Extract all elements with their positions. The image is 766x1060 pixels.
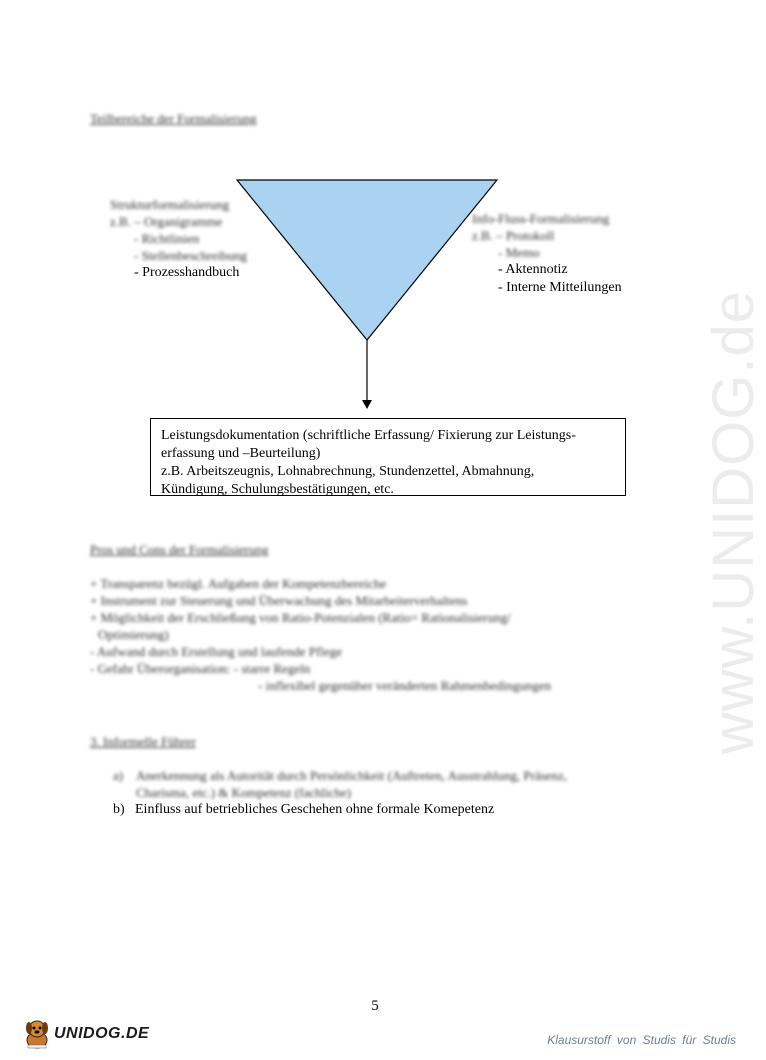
box-line: Leistungsdokumentation (schriftliche Erfassung/ Fixierung zur Leistungs- [161,428,576,443]
pros-cons-line: - Gefahr Überorganisation: - starre Regeln [90,661,311,676]
pros-cons-line: - inflexibel gegenüber veränderten Rahmenbedingungen [258,678,552,693]
leistungsdokumentation-box [150,418,626,496]
item-a-line: Anerkennung als Autorität durch Persönlichkeit (Auftreten, Ausstrahlung, Präsenz, [136,768,568,783]
pros-cons-line: + Transparenz bezügl. Aufgaben der Kompetenzbereiche [90,576,387,591]
box-line: Kündigung, Schulungsbestätigungen, etc. [161,482,394,497]
dog-mascot-icon [22,1018,52,1050]
item-b-marker: b) [113,802,125,817]
footer-tagline: Klausurstoff von Studis für Studis [547,1033,736,1047]
item-b-text: Einfluss auf betriebliches Geschehen ohne formale Komepetenz [135,802,495,817]
infofluss-item: - Memo [498,245,540,260]
struktur-item: - Richtlinien [134,231,200,246]
infofluss-item: z.B. – Protokoll [472,228,555,243]
struktur-title: Strukturformalisierung [110,197,230,212]
box-line: erfassung und –Beurteilung) [161,446,321,461]
pros-cons-line: + Instrument zur Steuerung und Überwachung des Mitarbeiterverhaltens [90,593,468,608]
pros-cons-line: - Aufwand durch Erstellung und laufende Pflege [90,644,342,659]
infofluss-title: Info-Fluss-Formalisierung [472,211,610,226]
logo-text: UNIDOG.DE [54,1025,150,1042]
struktur-block [110,196,290,282]
struktur-item-prozesshandbuch: - Prozesshandbuch [134,265,240,280]
item-a-text [136,767,656,801]
page-number: 5 [371,998,379,1014]
section-heading-informelle-fuehrer: 3. Informelle Führer [90,734,196,749]
infofluss-item-interne-mitteilungen: - Interne Mitteilungen [498,280,622,295]
struktur-item: z.B. – Organigramme [110,214,223,229]
pros-cons-line: Optimierung) [98,627,169,642]
arrow-head [362,400,372,409]
struktur-item: - Stellenbeschreibung [134,248,247,263]
watermark-text: www.UNIDOG.de [701,290,766,755]
section-heading-pros-cons: Pros und Cons der Formalisierung [90,542,269,557]
pros-cons-line: + Möglichkeit der Erschließung von Ratio-Potenzialen (Ratio= Rationalisierung/ [90,610,511,625]
infofluss-block [472,210,672,297]
box-line: z.B. Arbeitszeugnis, Lohnabrechnung, Stundenzettel, Abmahnung, [161,464,535,479]
infofluss-item-aktennotiz: - Aktennotiz [498,262,568,277]
item-a-line: Charisma, etc.) & Kompetenz (fachliche) [136,785,352,800]
section-heading-formalisierung: Teilbereiche der Formalisierung [90,111,257,126]
item-a-marker: a) [113,768,124,783]
footer-logo[interactable] [22,1018,149,1050]
pros-cons-list [90,575,630,694]
